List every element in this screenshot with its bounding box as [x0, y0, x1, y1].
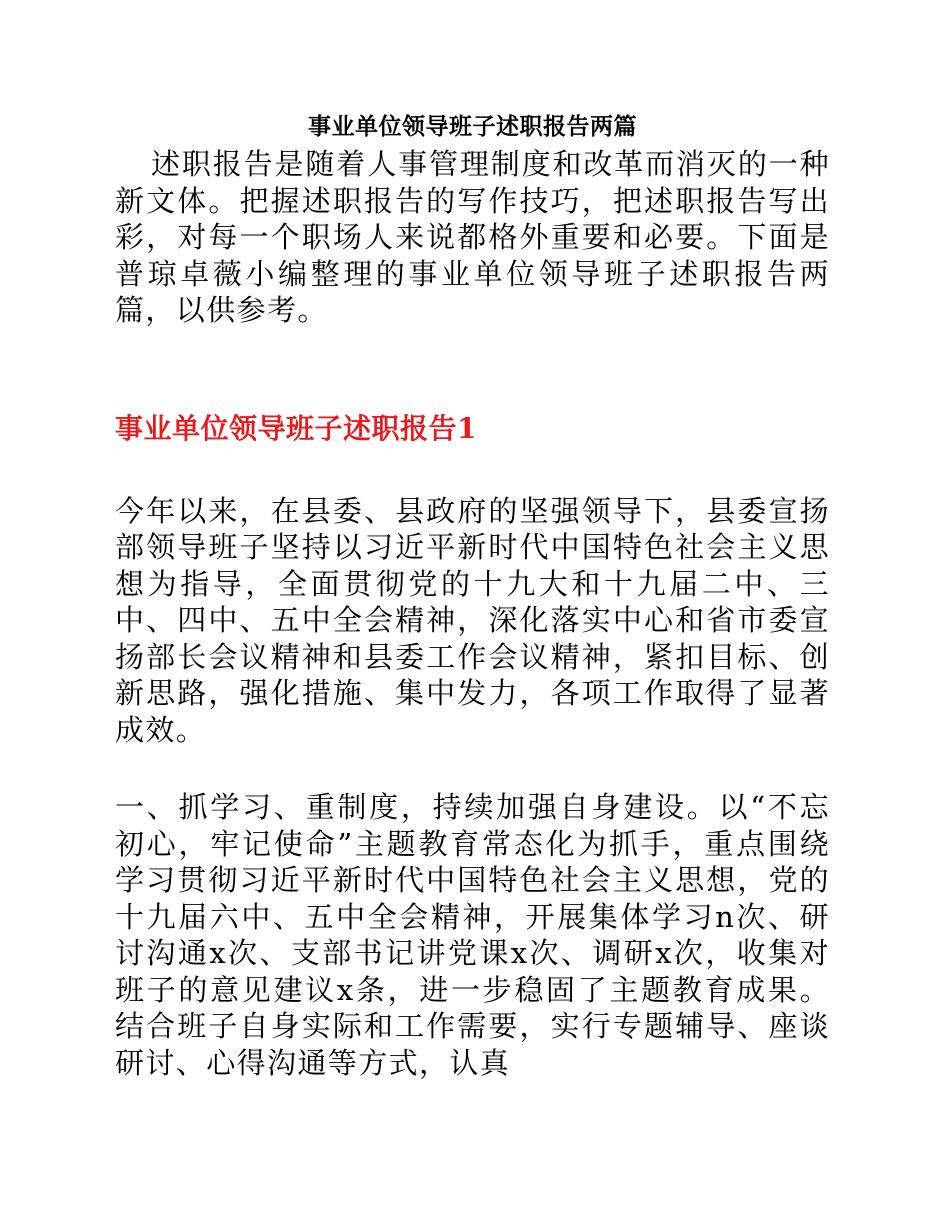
document-page: [115, 112, 830, 1081]
section-title: 事业单位领导班子述职报告1: [115, 411, 477, 445]
document-title: 事业单位领导班子述职报告两篇: [308, 113, 637, 140]
body-paragraph-2: 一、抓学习、重制度，持续加强自身建设。以“不忘初心，牢记使命”主题教育常态化为抓手，重点围绕学习贯彻习近平新时代中国特色社会主义思想，党的十九届六中、五中全会精神，开展集体学习n次、研讨沟通x次、支部书记讲党课x次、调研x次，收集对班子的意见建议x条，进一步稳固了主题教育成果。结合班子自身实际和工作需要，实行专题辅导、座谈研讨、心得沟通等方式，认真: [115, 790, 830, 1080]
body-paragraph-1: 今年以来，在县委、县政府的坚强领导下，县委宣扬部领导班子坚持以习近平新时代中国特色社会主义思想为指导，全面贯彻党的十九大和十九届二中、三中、四中、五中全会精神，深化落实中心和省市委宣扬部长会议精神和县委工作会议精神，紧扣目标、创新思路，强化措施、集中发力，各项工作取得了显著成效。: [115, 493, 830, 747]
intro-paragraph: 述职报告是随着人事管理制度和改革而消灭的一种新文体。把握述职报告的写作技巧，把述职报告写出彩，对每一个职场人来说都格外重要和必要。下面是普琼卓薇小编整理的事业单位领导班子述职报告两篇，以供参考。: [115, 147, 830, 327]
